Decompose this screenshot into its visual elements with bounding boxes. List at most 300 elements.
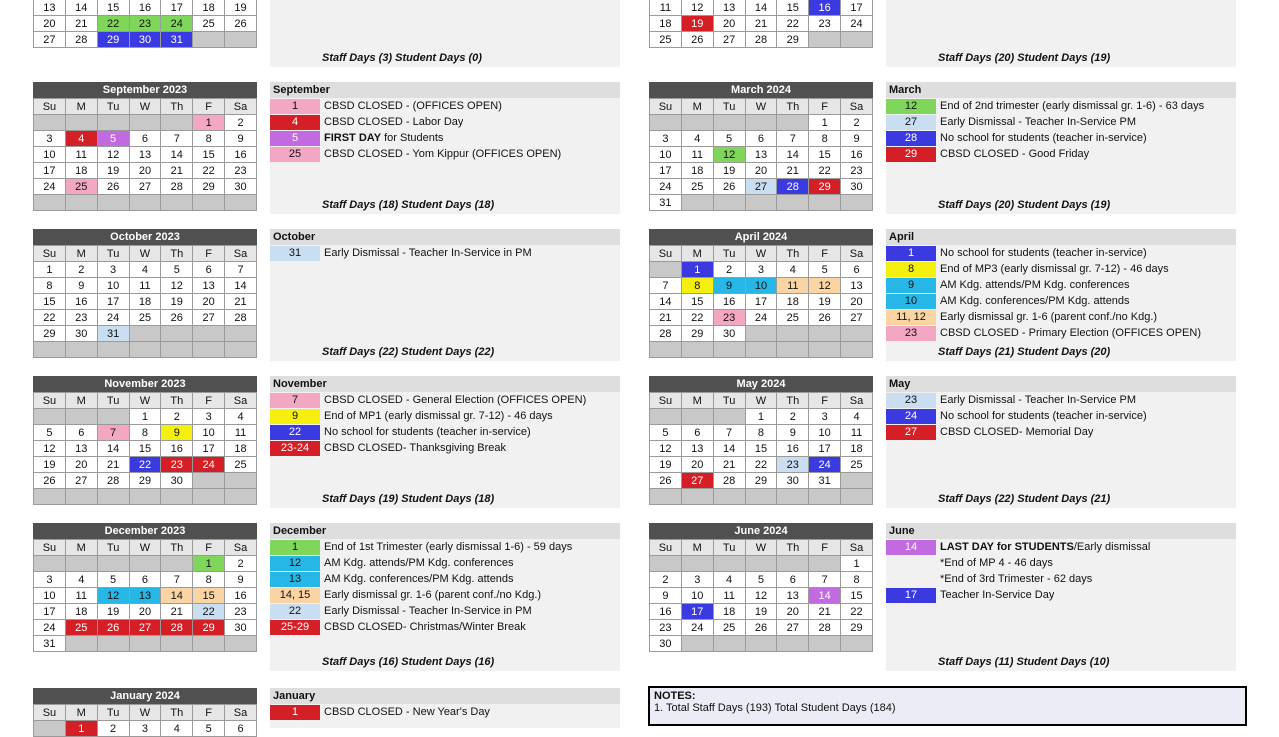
empty-cell xyxy=(161,636,193,652)
day-cell: 20 xyxy=(129,163,161,179)
events-panel-p-oct xyxy=(270,229,620,361)
day-cell: 6 xyxy=(129,131,161,147)
day-cell: 14 xyxy=(713,441,745,457)
calendar-apr xyxy=(649,229,873,358)
day-cell: 8 xyxy=(841,572,873,588)
day-cell: 9 xyxy=(65,278,97,294)
empty-cell xyxy=(161,326,193,342)
empty-cell xyxy=(745,195,777,211)
day-cell: 26 xyxy=(745,620,777,636)
day-cell: 10 xyxy=(34,147,66,163)
event-date-badge: 13 xyxy=(270,572,320,587)
day-cell: 18 xyxy=(777,294,809,310)
day-cell: 4 xyxy=(225,409,257,425)
empty-cell xyxy=(65,636,97,652)
empty-cell xyxy=(650,342,682,358)
event-description xyxy=(940,311,1157,323)
event-date-badge xyxy=(886,572,936,587)
day-cell: 30 xyxy=(225,179,257,195)
day-cell: 17 xyxy=(650,163,682,179)
staff-student-days: Staff Days (16) Student Days (16) xyxy=(322,656,495,668)
day-cell: 9 xyxy=(225,572,257,588)
day-cell: 23 xyxy=(225,163,257,179)
day-cell: 25 xyxy=(65,620,97,636)
event-date-badge: 1 xyxy=(270,540,320,555)
day-cell: 4 xyxy=(65,572,97,588)
day-cell: 30 xyxy=(777,473,809,489)
empty-cell xyxy=(225,32,257,48)
day-cell: 7 xyxy=(161,572,193,588)
empty-cell xyxy=(841,32,873,48)
event-description xyxy=(324,589,541,601)
day-cell: 1 xyxy=(745,409,777,425)
event-row xyxy=(886,539,1236,555)
weekday-header: Th xyxy=(777,540,809,556)
day-cell: 13 xyxy=(777,588,809,604)
empty-cell xyxy=(97,409,129,425)
day-cell: 26 xyxy=(97,179,129,195)
empty-cell xyxy=(809,489,841,505)
weekday-header: F xyxy=(193,246,225,262)
weekday-header: Th xyxy=(161,540,193,556)
event-description xyxy=(324,621,526,633)
day-cell: 30 xyxy=(65,326,97,342)
event-description xyxy=(940,100,1204,112)
day-cell: 24 xyxy=(34,179,66,195)
day-cell: 16 xyxy=(841,147,873,163)
event-description xyxy=(940,132,1147,144)
weekday-header: F xyxy=(193,540,225,556)
day-cell: 30 xyxy=(650,636,682,652)
panel-month-title: September xyxy=(270,82,620,98)
event-date-badge: 12 xyxy=(270,556,320,571)
day-cell: 21 xyxy=(809,604,841,620)
event-text: CBSD CLOSED - Labor Day xyxy=(324,116,464,128)
day-cell: 25 xyxy=(777,310,809,326)
weekday-header: M xyxy=(681,393,713,409)
day-cell: 30 xyxy=(841,179,873,195)
day-cell: 28 xyxy=(97,473,129,489)
day-cell: 8 xyxy=(193,131,225,147)
day-cell: 4 xyxy=(65,131,97,147)
day-cell: 11 xyxy=(681,147,713,163)
day-cell: 23 xyxy=(809,16,841,32)
day-cell: 22 xyxy=(745,457,777,473)
event-row xyxy=(270,539,620,555)
day-cell: 27 xyxy=(841,310,873,326)
day-cell: 22 xyxy=(841,604,873,620)
day-cell: 18 xyxy=(129,294,161,310)
day-cell: 20 xyxy=(34,16,66,32)
staff-student-days: Staff Days (18) Student Days (18) xyxy=(322,199,495,211)
weekday-header: Sa xyxy=(225,99,257,115)
event-row xyxy=(886,277,1236,293)
empty-cell xyxy=(713,489,745,505)
weekday-header: Su xyxy=(34,99,66,115)
weekday-header: F xyxy=(193,705,225,721)
event-date-badge: 1 xyxy=(270,705,320,720)
empty-cell xyxy=(650,489,682,505)
day-cell: 25 xyxy=(713,620,745,636)
event-emphasis: LAST DAY for STUDENTS xyxy=(940,541,1074,553)
day-cell: 29 xyxy=(777,32,809,48)
day-cell: 13 xyxy=(745,147,777,163)
event-text: AM Kdg. conferences/PM Kdg. attends xyxy=(940,295,1130,307)
events-panel-p-dec xyxy=(270,523,620,671)
empty-cell xyxy=(193,636,225,652)
day-cell: 7 xyxy=(225,262,257,278)
day-cell: 20 xyxy=(193,294,225,310)
events-panel-p-jan xyxy=(270,688,620,728)
day-cell: 29 xyxy=(97,32,129,48)
event-text: CBSD CLOSED - Yom Kippur (OFFICES OPEN) xyxy=(324,148,562,160)
day-cell: 17 xyxy=(34,604,66,620)
panel-month-title: April xyxy=(886,229,1236,245)
day-cell: 13 xyxy=(65,441,97,457)
event-text: CBSD CLOSED - General Election (OFFICES OPEN) xyxy=(324,394,587,406)
weekday-header: Su xyxy=(650,99,682,115)
day-cell: 22 xyxy=(681,310,713,326)
empty-cell xyxy=(745,556,777,572)
empty-cell xyxy=(225,473,257,489)
day-cell: 27 xyxy=(34,32,66,48)
day-cell: 21 xyxy=(777,163,809,179)
day-cell: 16 xyxy=(713,294,745,310)
weekday-header: Sa xyxy=(225,393,257,409)
empty-cell xyxy=(65,489,97,505)
day-cell: 15 xyxy=(809,147,841,163)
day-cell: 17 xyxy=(161,0,193,16)
day-cell: 13 xyxy=(34,0,66,16)
empty-cell xyxy=(225,489,257,505)
day-cell: 27 xyxy=(681,473,713,489)
weekday-header: W xyxy=(129,99,161,115)
day-cell: 23 xyxy=(129,16,161,32)
calendar-title: March 2024 xyxy=(649,82,873,98)
day-cell: 11 xyxy=(65,588,97,604)
event-text: AM Kdg. attends/PM Kdg. conferences xyxy=(324,557,514,569)
weekday-header: W xyxy=(129,393,161,409)
day-cell: 27 xyxy=(713,32,745,48)
day-cell: 16 xyxy=(129,0,161,16)
event-text: Early dismissal gr. 1-6 (parent conf./no Kdg.) xyxy=(324,589,542,601)
event-date-badge: 25-29 xyxy=(270,620,320,635)
empty-cell xyxy=(193,342,225,358)
day-cell: 11 xyxy=(650,0,682,16)
day-cell: 18 xyxy=(841,441,873,457)
empty-cell xyxy=(713,636,745,652)
event-date-badge: 29 xyxy=(886,147,936,162)
event-text: Early Dismissal - Teacher In-Service in PM xyxy=(324,605,532,617)
day-cell: 1 xyxy=(841,556,873,572)
day-cell: 14 xyxy=(650,294,682,310)
weekday-header: F xyxy=(193,393,225,409)
weekday-header: M xyxy=(65,540,97,556)
event-date-badge: 28 xyxy=(886,131,936,146)
empty-cell xyxy=(650,262,682,278)
empty-cell xyxy=(745,489,777,505)
event-row xyxy=(886,293,1236,309)
day-cell: 9 xyxy=(841,131,873,147)
day-cell: 2 xyxy=(650,572,682,588)
day-cell: 11 xyxy=(129,278,161,294)
weekday-header: Th xyxy=(777,99,809,115)
empty-cell xyxy=(65,342,97,358)
day-cell: 30 xyxy=(161,473,193,489)
event-text: CBSD CLOSED - (OFFICES OPEN) xyxy=(324,100,502,112)
day-cell: 24 xyxy=(650,179,682,195)
day-cell: 20 xyxy=(777,604,809,620)
day-cell: 31 xyxy=(97,326,129,342)
weekday-header: Su xyxy=(650,246,682,262)
day-cell: 16 xyxy=(225,588,257,604)
empty-cell xyxy=(34,409,66,425)
event-row xyxy=(886,392,1236,408)
event-date-badge: 5 xyxy=(270,131,320,146)
weekday-header: Tu xyxy=(713,540,745,556)
weekday-header: Th xyxy=(161,99,193,115)
event-date-badge: 24 xyxy=(886,409,936,424)
event-date-badge: 31 xyxy=(270,246,320,261)
day-cell: 11 xyxy=(225,425,257,441)
day-cell: 24 xyxy=(681,620,713,636)
day-cell: 10 xyxy=(681,588,713,604)
weekday-header: Sa xyxy=(225,540,257,556)
calendar-title: November 2023 xyxy=(33,376,257,392)
day-cell: 4 xyxy=(129,262,161,278)
day-cell: 22 xyxy=(193,163,225,179)
day-cell: 28 xyxy=(161,620,193,636)
day-cell: 4 xyxy=(777,262,809,278)
day-cell: 8 xyxy=(34,278,66,294)
empty-cell xyxy=(34,195,66,211)
day-cell: 27 xyxy=(745,179,777,195)
event-date-badge: 11, 12 xyxy=(886,310,936,325)
day-cell: 4 xyxy=(841,409,873,425)
day-cell: 20 xyxy=(745,163,777,179)
day-cell: 6 xyxy=(681,425,713,441)
day-cell: 6 xyxy=(841,262,873,278)
day-cell: 26 xyxy=(681,32,713,48)
empty-cell xyxy=(713,115,745,131)
event-text: *End of 3rd Trimester - 62 days xyxy=(940,573,1093,585)
day-cell: 9 xyxy=(650,588,682,604)
day-cell: 25 xyxy=(193,16,225,32)
calendar-jun xyxy=(649,523,873,652)
event-description xyxy=(324,247,532,259)
weekday-header: Tu xyxy=(713,393,745,409)
day-cell: 23 xyxy=(65,310,97,326)
day-cell: 29 xyxy=(809,179,841,195)
empty-cell xyxy=(161,556,193,572)
event-row xyxy=(270,392,620,408)
weekday-header: Su xyxy=(650,540,682,556)
empty-cell xyxy=(809,556,841,572)
day-cell: 2 xyxy=(713,262,745,278)
empty-cell xyxy=(129,115,161,131)
day-cell: 3 xyxy=(193,409,225,425)
event-text: No school for students (teacher in-service) xyxy=(940,132,1147,144)
day-cell: 30 xyxy=(713,326,745,342)
event-row xyxy=(270,130,620,146)
day-cell: 19 xyxy=(34,457,66,473)
event-row xyxy=(270,603,620,619)
day-cell: 13 xyxy=(129,147,161,163)
weekday-header: Tu xyxy=(97,540,129,556)
staff-student-days: Staff Days (20) Student Days (19) xyxy=(938,52,1111,64)
event-row xyxy=(270,571,620,587)
empty-cell xyxy=(161,489,193,505)
empty-cell xyxy=(841,473,873,489)
day-cell: 26 xyxy=(161,310,193,326)
day-cell: 29 xyxy=(193,179,225,195)
day-cell: 14 xyxy=(161,147,193,163)
day-cell: 17 xyxy=(97,294,129,310)
day-cell: 1 xyxy=(193,115,225,131)
day-cell: 10 xyxy=(809,425,841,441)
day-cell: 12 xyxy=(650,441,682,457)
day-cell: 19 xyxy=(713,163,745,179)
day-cell: 21 xyxy=(745,16,777,32)
empty-cell xyxy=(650,556,682,572)
event-description xyxy=(324,394,586,406)
weekday-header: W xyxy=(745,246,777,262)
day-cell: 27 xyxy=(129,620,161,636)
day-cell: 28 xyxy=(809,620,841,636)
weekday-header: M xyxy=(65,393,97,409)
day-cell: 29 xyxy=(745,473,777,489)
weekday-header: Th xyxy=(161,705,193,721)
day-cell: 6 xyxy=(129,572,161,588)
calendar-nov xyxy=(33,376,257,505)
day-cell: 19 xyxy=(650,457,682,473)
event-date-badge: 25 xyxy=(270,147,320,162)
day-cell: 20 xyxy=(841,294,873,310)
event-text: No school for students (teacher in-service) xyxy=(324,426,531,438)
event-date-badge: 23 xyxy=(886,393,936,408)
event-text: AM Kdg. conferences/PM Kdg. attends xyxy=(324,573,514,585)
day-cell: 23 xyxy=(650,620,682,636)
empty-cell xyxy=(841,489,873,505)
day-cell: 2 xyxy=(161,409,193,425)
day-cell: 8 xyxy=(681,278,713,294)
day-cell: 11 xyxy=(777,278,809,294)
empty-cell xyxy=(225,636,257,652)
event-text: Early dismissal gr. 1-6 (parent conf./no Kdg.) xyxy=(940,311,1158,323)
day-cell: 8 xyxy=(809,131,841,147)
event-description xyxy=(940,327,1201,339)
day-cell: 12 xyxy=(97,147,129,163)
staff-student-days: Staff Days (3) Student Days (0) xyxy=(322,52,482,64)
day-cell: 8 xyxy=(129,425,161,441)
day-cell: 21 xyxy=(161,604,193,620)
event-text: AM Kdg. attends/PM Kdg. conferences xyxy=(940,279,1130,291)
weekday-header: M xyxy=(65,705,97,721)
event-text: *End of MP 4 - 46 days xyxy=(940,557,1053,569)
day-cell: 31 xyxy=(161,32,193,48)
day-cell: 13 xyxy=(713,0,745,16)
day-cell: 30 xyxy=(129,32,161,48)
event-description xyxy=(940,148,1089,160)
day-cell: 23 xyxy=(225,604,257,620)
day-cell: 14 xyxy=(161,588,193,604)
day-cell: 15 xyxy=(777,0,809,16)
event-date-badge: 9 xyxy=(270,409,320,424)
calendar-mar xyxy=(649,82,873,211)
panel-month-title: May xyxy=(886,376,1236,392)
empty-cell xyxy=(745,115,777,131)
day-cell: 18 xyxy=(65,604,97,620)
day-cell: 4 xyxy=(681,131,713,147)
event-row xyxy=(886,555,1236,571)
day-cell: 18 xyxy=(65,163,97,179)
day-cell: 18 xyxy=(193,0,225,16)
day-cell: 17 xyxy=(681,604,713,620)
empty-cell xyxy=(681,195,713,211)
day-cell: 5 xyxy=(97,572,129,588)
day-cell: 23 xyxy=(841,163,873,179)
day-cell: 19 xyxy=(225,0,257,16)
day-cell: 27 xyxy=(129,179,161,195)
empty-cell xyxy=(97,556,129,572)
empty-cell xyxy=(809,326,841,342)
weekday-header: Su xyxy=(34,540,66,556)
event-text: No school for students (teacher in-service) xyxy=(940,247,1147,259)
day-cell: 4 xyxy=(161,721,193,737)
day-cell: 3 xyxy=(129,721,161,737)
day-cell: 20 xyxy=(129,604,161,620)
day-cell: 29 xyxy=(34,326,66,342)
day-cell: 15 xyxy=(681,294,713,310)
day-cell: 15 xyxy=(745,441,777,457)
event-date-badge: 1 xyxy=(886,246,936,261)
day-cell: 10 xyxy=(745,278,777,294)
event-row xyxy=(886,309,1236,325)
day-cell: 16 xyxy=(777,441,809,457)
event-text: CBSD CLOSED- Thanksgiving Break xyxy=(324,442,506,454)
empty-cell xyxy=(97,115,129,131)
empty-cell xyxy=(745,636,777,652)
day-cell: 13 xyxy=(841,278,873,294)
day-cell: 2 xyxy=(777,409,809,425)
day-cell: 13 xyxy=(193,278,225,294)
day-cell: 17 xyxy=(193,441,225,457)
event-description xyxy=(940,394,1136,406)
day-cell: 21 xyxy=(650,310,682,326)
calendar-may xyxy=(649,376,873,505)
day-cell: 1 xyxy=(34,262,66,278)
calendar-jan xyxy=(33,688,257,737)
empty-cell xyxy=(34,721,66,737)
day-cell: 26 xyxy=(713,179,745,195)
day-cell: 31 xyxy=(809,473,841,489)
empty-cell xyxy=(713,342,745,358)
day-cell: 22 xyxy=(129,457,161,473)
event-text: /Early dismissal xyxy=(1073,541,1151,553)
event-row xyxy=(270,619,620,635)
weekday-header: F xyxy=(809,99,841,115)
day-cell: 15 xyxy=(841,588,873,604)
day-cell: 6 xyxy=(193,262,225,278)
event-date-badge: 17 xyxy=(886,588,936,603)
empty-cell xyxy=(777,326,809,342)
notes-line: 1. Total Staff Days (193) Total Student Days (184) xyxy=(654,702,896,714)
event-description xyxy=(324,426,531,438)
empty-cell xyxy=(809,32,841,48)
day-cell: 19 xyxy=(681,16,713,32)
weekday-header: Tu xyxy=(97,705,129,721)
day-cell: 20 xyxy=(713,16,745,32)
